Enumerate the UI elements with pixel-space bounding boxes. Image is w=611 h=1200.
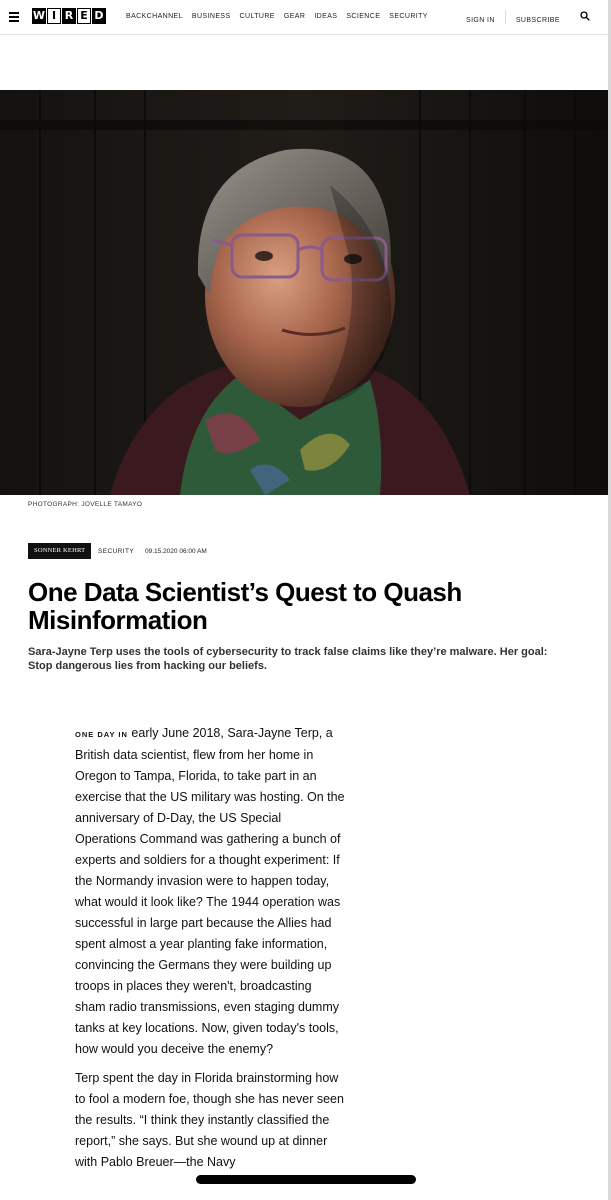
portrait-illustration bbox=[0, 90, 608, 495]
section-menu bbox=[126, 13, 428, 20]
nav-link-backchannel[interactable]: BACKCHANNEL bbox=[126, 13, 183, 20]
top-navigation bbox=[0, 0, 608, 35]
article-title: One Data Scientist’s Quest to Quash Misinformation bbox=[28, 577, 462, 635]
publish-date: 09.15.2020 06:00 AM bbox=[145, 548, 207, 555]
nav-link-science[interactable]: SCIENCE bbox=[346, 13, 381, 20]
subscribe-link[interactable]: SUBSCRIBE bbox=[515, 16, 560, 24]
nav-link-business[interactable]: BUSINESS bbox=[191, 13, 231, 20]
nav-link-gear[interactable]: GEAR bbox=[283, 13, 306, 20]
paragraph bbox=[75, 723, 345, 1060]
hero-portrait-photo bbox=[0, 90, 608, 495]
paragraph-text: early June 2018, Sara-Jayne Terp, a British data scientist, flew from her home in Oregon to Tampa, Florida, to take part in an exercise that the US military was hosting. On the anniversary of D-Day, the US Special Operations Command was gathering a bunch of experts and soldiers for a thought experiment: If the Normandy invasion were to happen today, what would it look like? The 1944 operation was successful in large part because the Allies had spent almost a year planting fake information, convincing the Germans they were building up troops in places they weren't, broadcasting sham radio transmissions, even staging dummy tanks at key locations. Now, given today's tools, how would you deceive the enemy? bbox=[75, 726, 345, 1056]
article-dek: Sara-Jayne Terp uses the tools of cybersecurity to track false claims like they’re malware. Her goal: Stop dangerous lies from hacking our beliefs. bbox=[28, 646, 548, 672]
paragraph: Terp spent the day in Florida brainstorming how to fool a modern foe, though she has never seen the results. “I think they instantly classified the report,” she says. But she wound up at dinner with Pablo Breuer—the Navy bbox=[75, 1071, 344, 1169]
wired-logo[interactable] bbox=[32, 8, 106, 24]
logo-letter: E bbox=[77, 8, 91, 24]
logo-letter: D bbox=[92, 8, 106, 24]
photo-credit: PHOTOGRAPH: JOVELLE TAMAYO bbox=[28, 501, 143, 508]
article-body bbox=[75, 723, 345, 1181]
logo-letter: R bbox=[62, 8, 76, 24]
lede-small-caps: ONE DAY IN bbox=[75, 730, 128, 739]
nav-link-culture[interactable]: CULTURE bbox=[239, 13, 275, 20]
nav-divider bbox=[505, 10, 506, 24]
search-icon[interactable] bbox=[580, 11, 590, 21]
author-badge[interactable]: SONNER KEHRT bbox=[28, 543, 91, 559]
logo-letter: I bbox=[47, 8, 61, 24]
logo-letter: W bbox=[32, 9, 46, 22]
nav-link-ideas[interactable]: IDEAS bbox=[314, 13, 338, 20]
nav-link-security[interactable]: SECURITY bbox=[389, 13, 428, 20]
category-link[interactable]: SECURITY bbox=[98, 548, 135, 555]
hamburger-menu-icon[interactable] bbox=[9, 12, 19, 21]
home-indicator-bar[interactable] bbox=[196, 1175, 416, 1184]
account-links bbox=[466, 13, 560, 27]
sign-in-link[interactable]: SIGN IN bbox=[466, 16, 495, 24]
